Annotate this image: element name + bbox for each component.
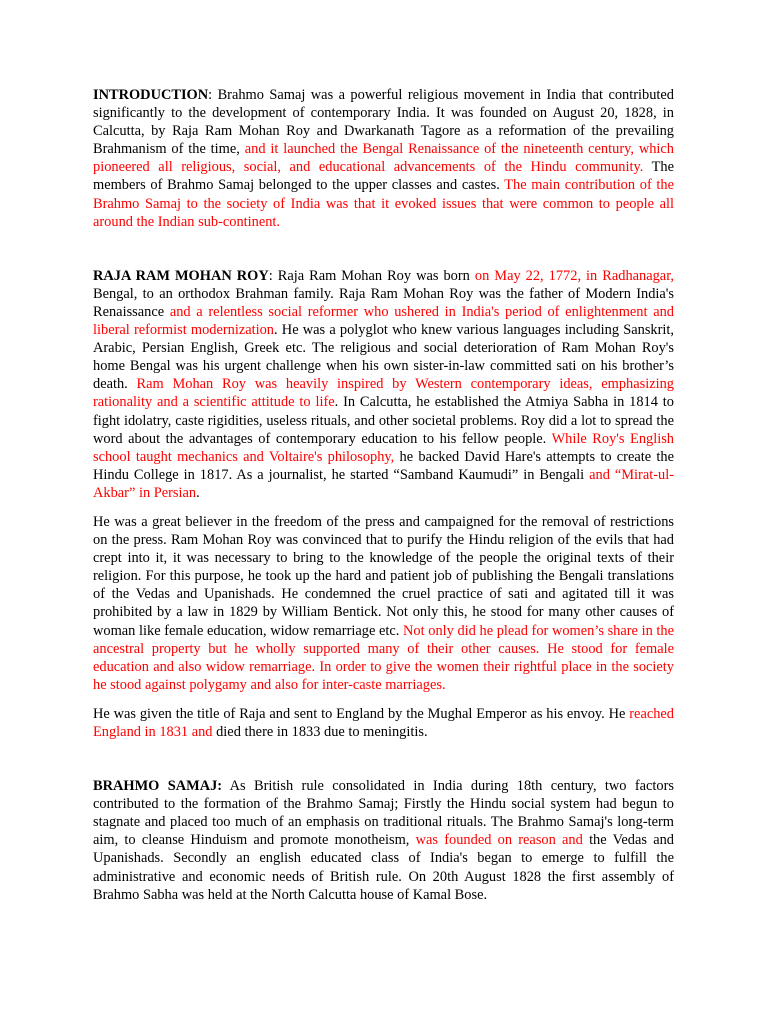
introduction-paragraph — [93, 86, 674, 231]
raja-text: died there in 1833 due to meningitis. — [212, 724, 428, 740]
introduction-highlight: and it launched the Bengal Renaissance of the nineteenth century, which pioneered all religious, social, and educational advancements of the Hindu community. — [93, 141, 674, 176]
introduction-text: The members of Brahmo Samaj belonged to the upper classes and castes. — [93, 159, 674, 194]
roy-highlight: While Roy's English school taught mechanics and Voltaire's philosophy, — [93, 430, 675, 465]
raja-text: He was given the title of Raja and sent to England by the Mughal Emperor as his envoy. He — [93, 705, 630, 722]
roy-text: . In Calcutta, he established the Atmiya Sabha in 1814 to fight idolatry, caste rigidities, useless rituals, and other societal problems. Roy did a lot to spread the word about the advantages of contemporary education to his fellow people. — [93, 394, 674, 447]
document-page — [93, 86, 674, 904]
brahmo-samaj-highlight: was founded on reason and — [415, 832, 583, 849]
roy-text: . He was a polyglot who knew various languages including Sanskrit, Arabic, Persian English, Greek etc. The religious and social deterioration of Ram Mohan Roy's home Bengal was his urgent challenge when his own sister-in-law committed sati on his brother’s death. — [93, 322, 675, 393]
introduction-highlight: The main contribution of the Brahmo Samaj to the society of India was that it evoked issues that were common to people all around the Indian sub-continent. — [93, 177, 674, 230]
press-highlight: Not only did he plead for women’s share in the ancestral property but he wholly supported many of their other causes. He stood for female education and also widow remarriage. In order to give the women their rightful place in the society he stood against polygamy and also for inter-caste marriages. — [93, 622, 675, 693]
brahmo-samaj-heading: BRAHMO SAMAJ: — [93, 778, 223, 795]
roy-paragraph — [93, 267, 674, 502]
brahmo-samaj-paragraph — [93, 777, 674, 904]
roy-heading: RAJA RAM MOHAN ROY — [93, 267, 269, 284]
raja-highlight: reached England in 1831 and — [93, 705, 674, 740]
roy-text: . — [196, 484, 200, 501]
brahmo-samaj-text: the Vedas and Upanishads. Secondly an english educated class of India's began to emerge to fulfill the administrative and economic needs of British rule. On 20th August 1828 the first assembly of Brahmo Sabha was held at the North Calcutta house of Kamal Bose. — [93, 832, 674, 903]
roy-text: he backed David Hare's attempts to create the Hindu College in 1817. As a journalist, he started “Samband Kaumudi” in Bengali — [93, 448, 674, 483]
introduction-text: : Brahmo Samaj was a powerful religious movement in India that contributed significantly to the development of contemporary India. It was founded on August 20, 1828, in Calcutta, by Raja Ram Mohan Roy and Dwarkanath Tagore as a reformation of the prevailing Brahmanism of the time, — [93, 87, 674, 158]
brahmo-samaj-text: As British rule consolidated in India during 18th century, two factors contributed to the formation of the Brahmo Samaj; Firstly the Hindu social system had begun to stagnate and placed too much of an emphasis on traditional rituals. The Brahmo Samaj's long-term aim, to cleanse Hinduism and promote monotheism, — [93, 778, 675, 849]
roy-highlight: and “Mirat-ul-Akbar” in Persian — [93, 466, 674, 501]
roy-highlight: on May 22, 1772, in Radhanagar, — [474, 267, 675, 284]
raja-paragraph — [93, 705, 674, 741]
press-text: He was a great believer in the freedom of the press and campaigned for the removal of restrictions on the press. Ram Mohan Roy was convinced that to purify the Hindu religion of the evils that had crept into it, it was necessary to bring to the knowledge of the people the original texts of their religion. For this purpose, he took up the hard and patient job of publishing the Bengali translations of the Vedas and Upanishads. He condemned the cruel practice of sati and agitated till it was prohibited by a law in 1829 by William Bentick. Not only this, he stood for many other causes of woman like female education, widow remarriage etc. — [93, 513, 674, 639]
roy-highlight: Ram Mohan Roy was heavily inspired by Western contemporary ideas, emphasizing rationality and a scientific attitude to life — [93, 376, 674, 411]
roy-text: Bengal, to an orthodox Brahman family. Raja Ram Mohan Roy was the father of Modern India's Renaissance — [93, 285, 674, 320]
roy-highlight: and a relentless social reformer who ushered in India's period of enlightenment and liberal reformist modernization — [93, 303, 674, 339]
introduction-heading: INTRODUCTION — [93, 87, 209, 103]
roy-text: : Raja Ram Mohan Roy was born — [268, 267, 475, 284]
press-paragraph — [93, 513, 674, 694]
